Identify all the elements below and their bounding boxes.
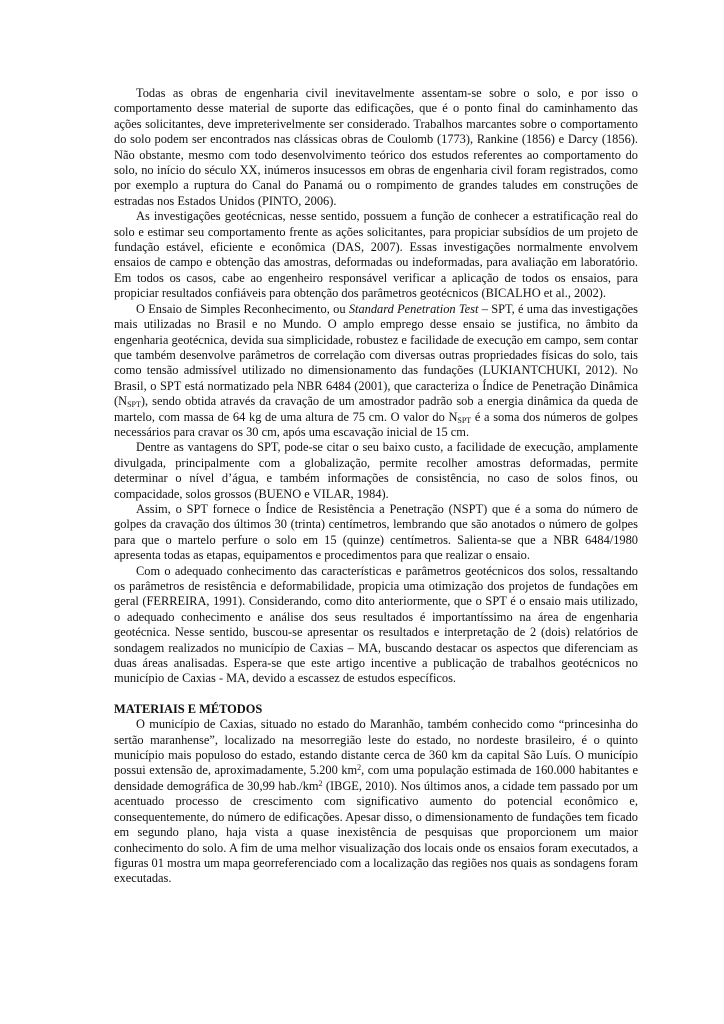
text-run: O município de Caxias, situado no estado do Maranhão, também conhecido como “princesinha do sertão maranhense”, localizado na mesorregião leste do estado, no nordeste brasileiro, é o quinto município mais populoso do estado, estando distante cerca de 360 km da capital São Luís. O município possui extensão de, aproximadamente, 5.200 km (114, 717, 638, 778)
superscript: 2 (357, 763, 362, 773)
superscript: 2 (318, 778, 323, 788)
intro-paragraph-2: As investigações geotécnicas, nesse sentido, possuem a função de conhecer a estratificação real do solo e estimar seu comportamento frente as ações solicitantes, para propiciar subsídios de um projeto de fundação estável, eficiente e econômica (DAS, 2007). Essas investigações normalmente envolvem ensaios de campo e obtenção das amostras, deformadas ou indeformadas, para avaliação em laboratório. Em todos os casos, cabe ao engenheiro responsável verificar a aplicação de todos os ensaios, para propiciar resultados confiáveis para obtenção dos parâmetros geotécnicos (BICALHO et al., 2002). (114, 209, 638, 301)
text-run: ), sendo obtida através da cravação de um amostrador padrão sob a energia dinâmica da queda de martelo, com massa de 64 kg de uma altura de 75 cm. O valor do N (114, 394, 638, 424)
subscript: SPT (457, 415, 472, 425)
methods-paragraph-1 (114, 717, 638, 886)
intro-paragraph-1: Todas as obras de engenharia civil inevitavelmente assentam-se sobre o solo, e por isso o comportamento desse material de suporte das edificações, que é o ponto final do caminhamento das ações solicitantes, deve impreterivelmente ser considerado. Trabalhos marcantes sobre o comportamento do solo podem ser encontrados nas clássicas obras de Coulomb (1773), Rankine (1856) e Darcy (1856). Não obstante, mesmo com todo desenvolvimento teórico dos estudos referentes ao comportamento do solo, no início do século XX, inúmeros insucessos em obras de engenharia civil foram registrados, como por exemplo a ruptura do Canal do Panamá ou o rompimento de grandes taludes em construções de estradas nos Estados Unidos (PINTO, 2006). (114, 86, 638, 208)
text-run: é a soma dos números de golpes necessários para cravar os 30 cm, após uma escavação inicial de 15 cm. (114, 409, 638, 439)
italic-term: Standard Penetration Test (348, 301, 479, 316)
intro-paragraph-6: Com o adequado conhecimento das características e parâmetros geotécnicos dos solos, ressaltando os parâmetros de resistência e deformabilidade, propicia uma otimização dos projetos de fundações em geral (FERREIRA, 1991). Considerando, como dito anteriormente, que o SPT é o ensaio mais utilizado, o adequado conhecimento e análise dos seus resultados é importantíssimo na área de engenharia geotécnica. Nesse sentido, buscou-se apresentar os resultados e interpretação de 2 (dois) relatórios de sondagem realizados no município de Caxias – MA, buscando destacar os aspectos que diferenciam as duas áreas analisadas. Espera-se que este artigo incentive a publicação de trabalhos geotécnicos no município de Caxias - MA, devido a escassez de estudos específicos. (114, 563, 638, 686)
text-run: O Ensaio de Simples Reconhecimento, ou (136, 301, 349, 316)
subscript: SPT (127, 400, 141, 410)
intro-paragraph-3 (114, 302, 638, 441)
text-run: , com uma população estimada de 160.000 habitantes e densidade demográfica de 30,99 hab./km (114, 763, 638, 793)
intro-paragraph-5: Assim, o SPT fornece o Índice de Resistência a Penetração (NSPT) que é a soma do número de golpes da cravação dos últimos 30 (trinta) centímetros, lembrando que são anotados o número de golpes para que o martelo perfure o solo em 15 (quinze) centímetros. Salienta-se que a NBR 6484/1980 apresenta todas as etapas, equipamentos e procedimentos para que realizar o ensaio. (114, 501, 638, 563)
section-heading: MATERIAIS E MÉTODOS (114, 701, 263, 716)
text-run: (IBGE, 2010). Nos últimos anos, a cidade tem passado por um acentuado processo de crescimento com significativo aumento do potencial econômico e, consequentemente, do número de edificações. Apesar disso, o dimensionamento de fundações tem ficado em segundo plano, haja vista a quase inexistência de pesquisas que proporcionem um maior conhecimento do solo. A fim de uma melhor visualização dos locais onde os ensaios foram executados, a figuras 01 mostra um mapa georreferenciado com a localização das regiões nos quais as sondagens foram executadas. (114, 778, 638, 886)
intro-paragraph-4: Dentre as vantagens do SPT, pode-se citar o seu baixo custo, a facilidade de execução, amplamente divulgada, principalmente com a globalização, permite recolher amostras deformadas, permite determinar o nível d’água, e também informações de consistência, no caso de solos finos, ou compacidade, solos grossos (BUENO e VILAR, 1984). (114, 440, 638, 501)
document-body (114, 86, 638, 887)
text-run: – SPT, é uma das investigações mais utilizadas no Brasil e no Mundo. O amplo emprego desse ensaio se justifica, no âmbito da engenharia geotécnica, devida sua simplicidade, robustez e facilidade de execução em campo, sem contar que também desenvolve parâmetros de correlação com diversas outras propriedades físicas do solo, tais como tensão admissível utilizado no dimensionamento das fundações (LUKIANTCHUKI, 2012). No Brasil, o SPT está normatizado pela NBR 6484 (2001), que caracteriza o Índice de Penetração Dinâmica (N (114, 301, 638, 409)
